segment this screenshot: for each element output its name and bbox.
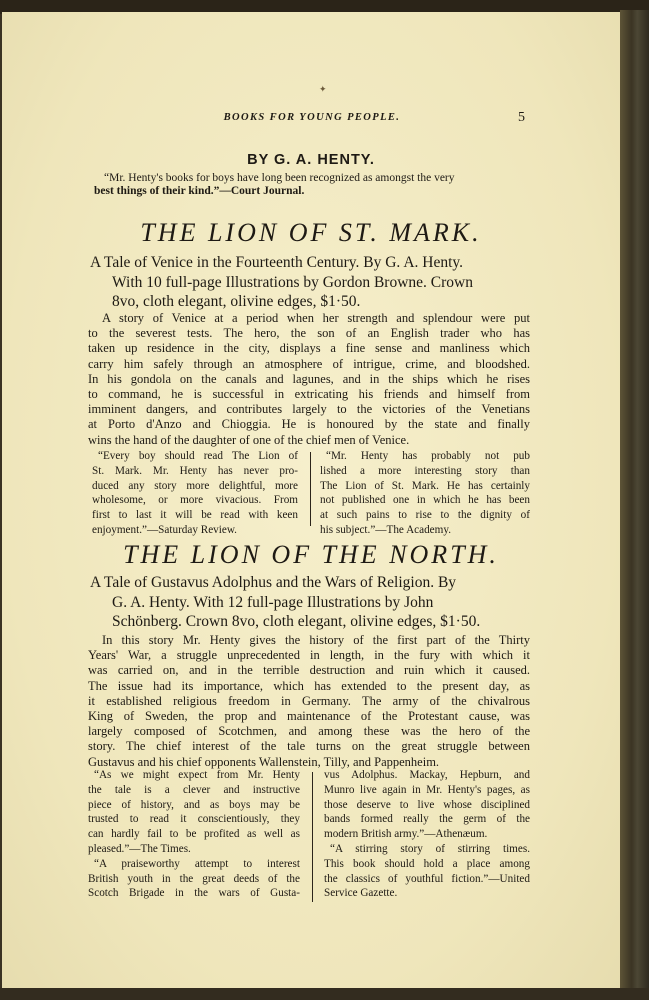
review-line: pleased.”—The Times. <box>88 842 191 855</box>
review-line: This book should hold a place among <box>324 857 530 870</box>
review-line: piece of history, and as boys may be <box>88 798 300 811</box>
author-heading: BY G. A. HENTY. <box>247 152 375 168</box>
subtitle-line: G. A. Henty. With 12 full-page Illustrations by John <box>112 593 434 611</box>
review-line: his subject.”—The Academy. <box>320 523 451 536</box>
subtitle-line: Schönberg. Crown 8vo, cloth elegant, olivine edges, $1·50. <box>112 613 481 630</box>
review-line: the tale is a clever and instructive <box>88 783 300 796</box>
description-line: King of Sweden, the prop and maintenance of the Protestant cause, was <box>88 709 530 724</box>
description-line: story. The chief interest of the tale turns on the great struggle between <box>88 739 530 754</box>
review-line: at such pains to rise to the dignity of <box>320 509 530 522</box>
review-column-right <box>320 449 530 538</box>
review-line: wholesome, or more vivacious. From <box>92 494 298 507</box>
book-description <box>88 311 530 448</box>
review-line: “A praiseworthy attempt to interest <box>94 857 300 870</box>
book-edge <box>620 10 649 1000</box>
review-line: those deserve to live whose disciplined <box>324 798 530 811</box>
review-column-right <box>324 768 530 901</box>
author-quote <box>94 172 532 198</box>
description-line: carry him safely through an atmosphere of intrigue, crime, and bloodshed. <box>88 356 530 371</box>
description-line: In this story Mr. Henty gives the history of the first part of the Thirty <box>102 633 530 647</box>
review-line: St. Mark. Mr. Henty has never pro- <box>92 464 298 477</box>
review-line: duced any story more delightful, more <box>92 479 298 492</box>
review-line: first to last it will be read with keen <box>92 509 298 522</box>
description-line: Years' War, a struggle unprecedented in length, in the fury with which it <box>88 648 530 663</box>
book-binding-bottom <box>0 988 649 1000</box>
description-line: was carried on, and in the terrible destruction and ruin which it caused. <box>88 663 530 678</box>
book-description <box>88 633 530 770</box>
review-line: the classics of youthful fiction.”—United <box>324 872 530 885</box>
description-line: Gustavus and his chief opponents Wallenstein, Tilly, and Pappenheim. <box>88 754 440 769</box>
description-line: taken up residence in the city, displays a fine sense and manliness which <box>88 341 530 356</box>
page-content <box>2 12 620 998</box>
review-column-left <box>88 768 300 901</box>
subtitle-line: A Tale of Gustavus Adolphus and the Wars of Religion. By <box>90 574 457 591</box>
review-line: Munro live again in Mr. Henty's pages, as <box>324 783 530 796</box>
book-title: THE LION OF ST. MARK. <box>140 218 482 247</box>
review-line: bands formed really the germ of the <box>324 813 530 826</box>
column-divider <box>312 772 313 902</box>
review-line: Scotch Brigade in the wars of Gusta- <box>88 887 300 900</box>
subtitle-line: 8vo, cloth elegant, olivine edges, $1·50. <box>112 293 361 310</box>
review-line: The Lion of St. Mark. He has certainly <box>320 479 530 492</box>
review-line: enjoyment.”—Saturday Review. <box>92 523 237 536</box>
review-line: vus Adolphus. Mackay, Hepburn, and <box>324 769 530 781</box>
description-line: largely composed of Scotchmen, and among these was the hero of the <box>88 724 530 739</box>
book-subtitle <box>90 573 530 632</box>
description-line: imminent dangers, and contributes largely to the victories of the Venetians <box>88 402 530 417</box>
ornament-mark: ✦ <box>319 84 327 94</box>
review-line: “Every boy should read The Lion of <box>98 450 298 462</box>
review-line: “Mr. Henty has probably not pub <box>326 450 530 462</box>
description-line: wins the hand of the daughter of one of the chief men of Venice. <box>88 432 410 447</box>
book-title: THE LION OF THE NORTH. <box>123 540 499 569</box>
subtitle-line: With 10 full-page Illustrations by Gordon Browne. Crown <box>112 273 473 291</box>
description-line: at Porto d'Anzo and Chioggia. He is honoured by the state and finally <box>88 417 530 432</box>
description-line: A story of Venice at a period when her strength and splendour were put <box>102 311 530 325</box>
running-head: BOOKS FOR YOUNG PEOPLE. <box>223 112 401 123</box>
review-line: “A stirring story of stirring times. <box>330 842 530 855</box>
description-line: The issue had its importance, which has extended to the present day, as <box>88 678 530 693</box>
review-line: lished a more interesting story than <box>320 464 530 477</box>
review-line: modern British army.”—Athenæum. <box>324 828 488 841</box>
description-line: it established religious freedom in Germany. The army of the chivalrous <box>88 693 530 708</box>
description-line: In his gondola on the canals and lagunes, and in the ships which he rises <box>88 371 530 386</box>
review-line: Service Gazette. <box>324 887 398 900</box>
review-line: trusted to read it conscientiously, they <box>88 813 300 826</box>
review-column-left <box>92 449 298 538</box>
book-page <box>2 12 620 998</box>
author-quote-line: “Mr. Henty's books for boys have long been recognized as amongst the very <box>104 172 455 184</box>
description-line: to the severest tests. The hero, the son of an English trader who has <box>88 326 530 341</box>
page-number: 5 <box>518 110 525 125</box>
review-line: can hardly fail to be profited as well as <box>88 828 300 841</box>
description-line: to command, he is successful in extricating his friends and himself from <box>88 387 530 402</box>
review-line: British youth in the great deeds of the <box>88 872 300 885</box>
subtitle-line: A Tale of Venice in the Fourteenth Century. By G. A. Henty. <box>90 254 464 271</box>
column-divider <box>310 452 311 526</box>
review-line: “As we might expect from Mr. Henty <box>94 769 300 781</box>
book-subtitle <box>90 253 530 312</box>
author-quote-line: best things of their kind.”—Court Journal. <box>94 185 305 197</box>
review-line: not published one in which he has been <box>320 494 530 507</box>
